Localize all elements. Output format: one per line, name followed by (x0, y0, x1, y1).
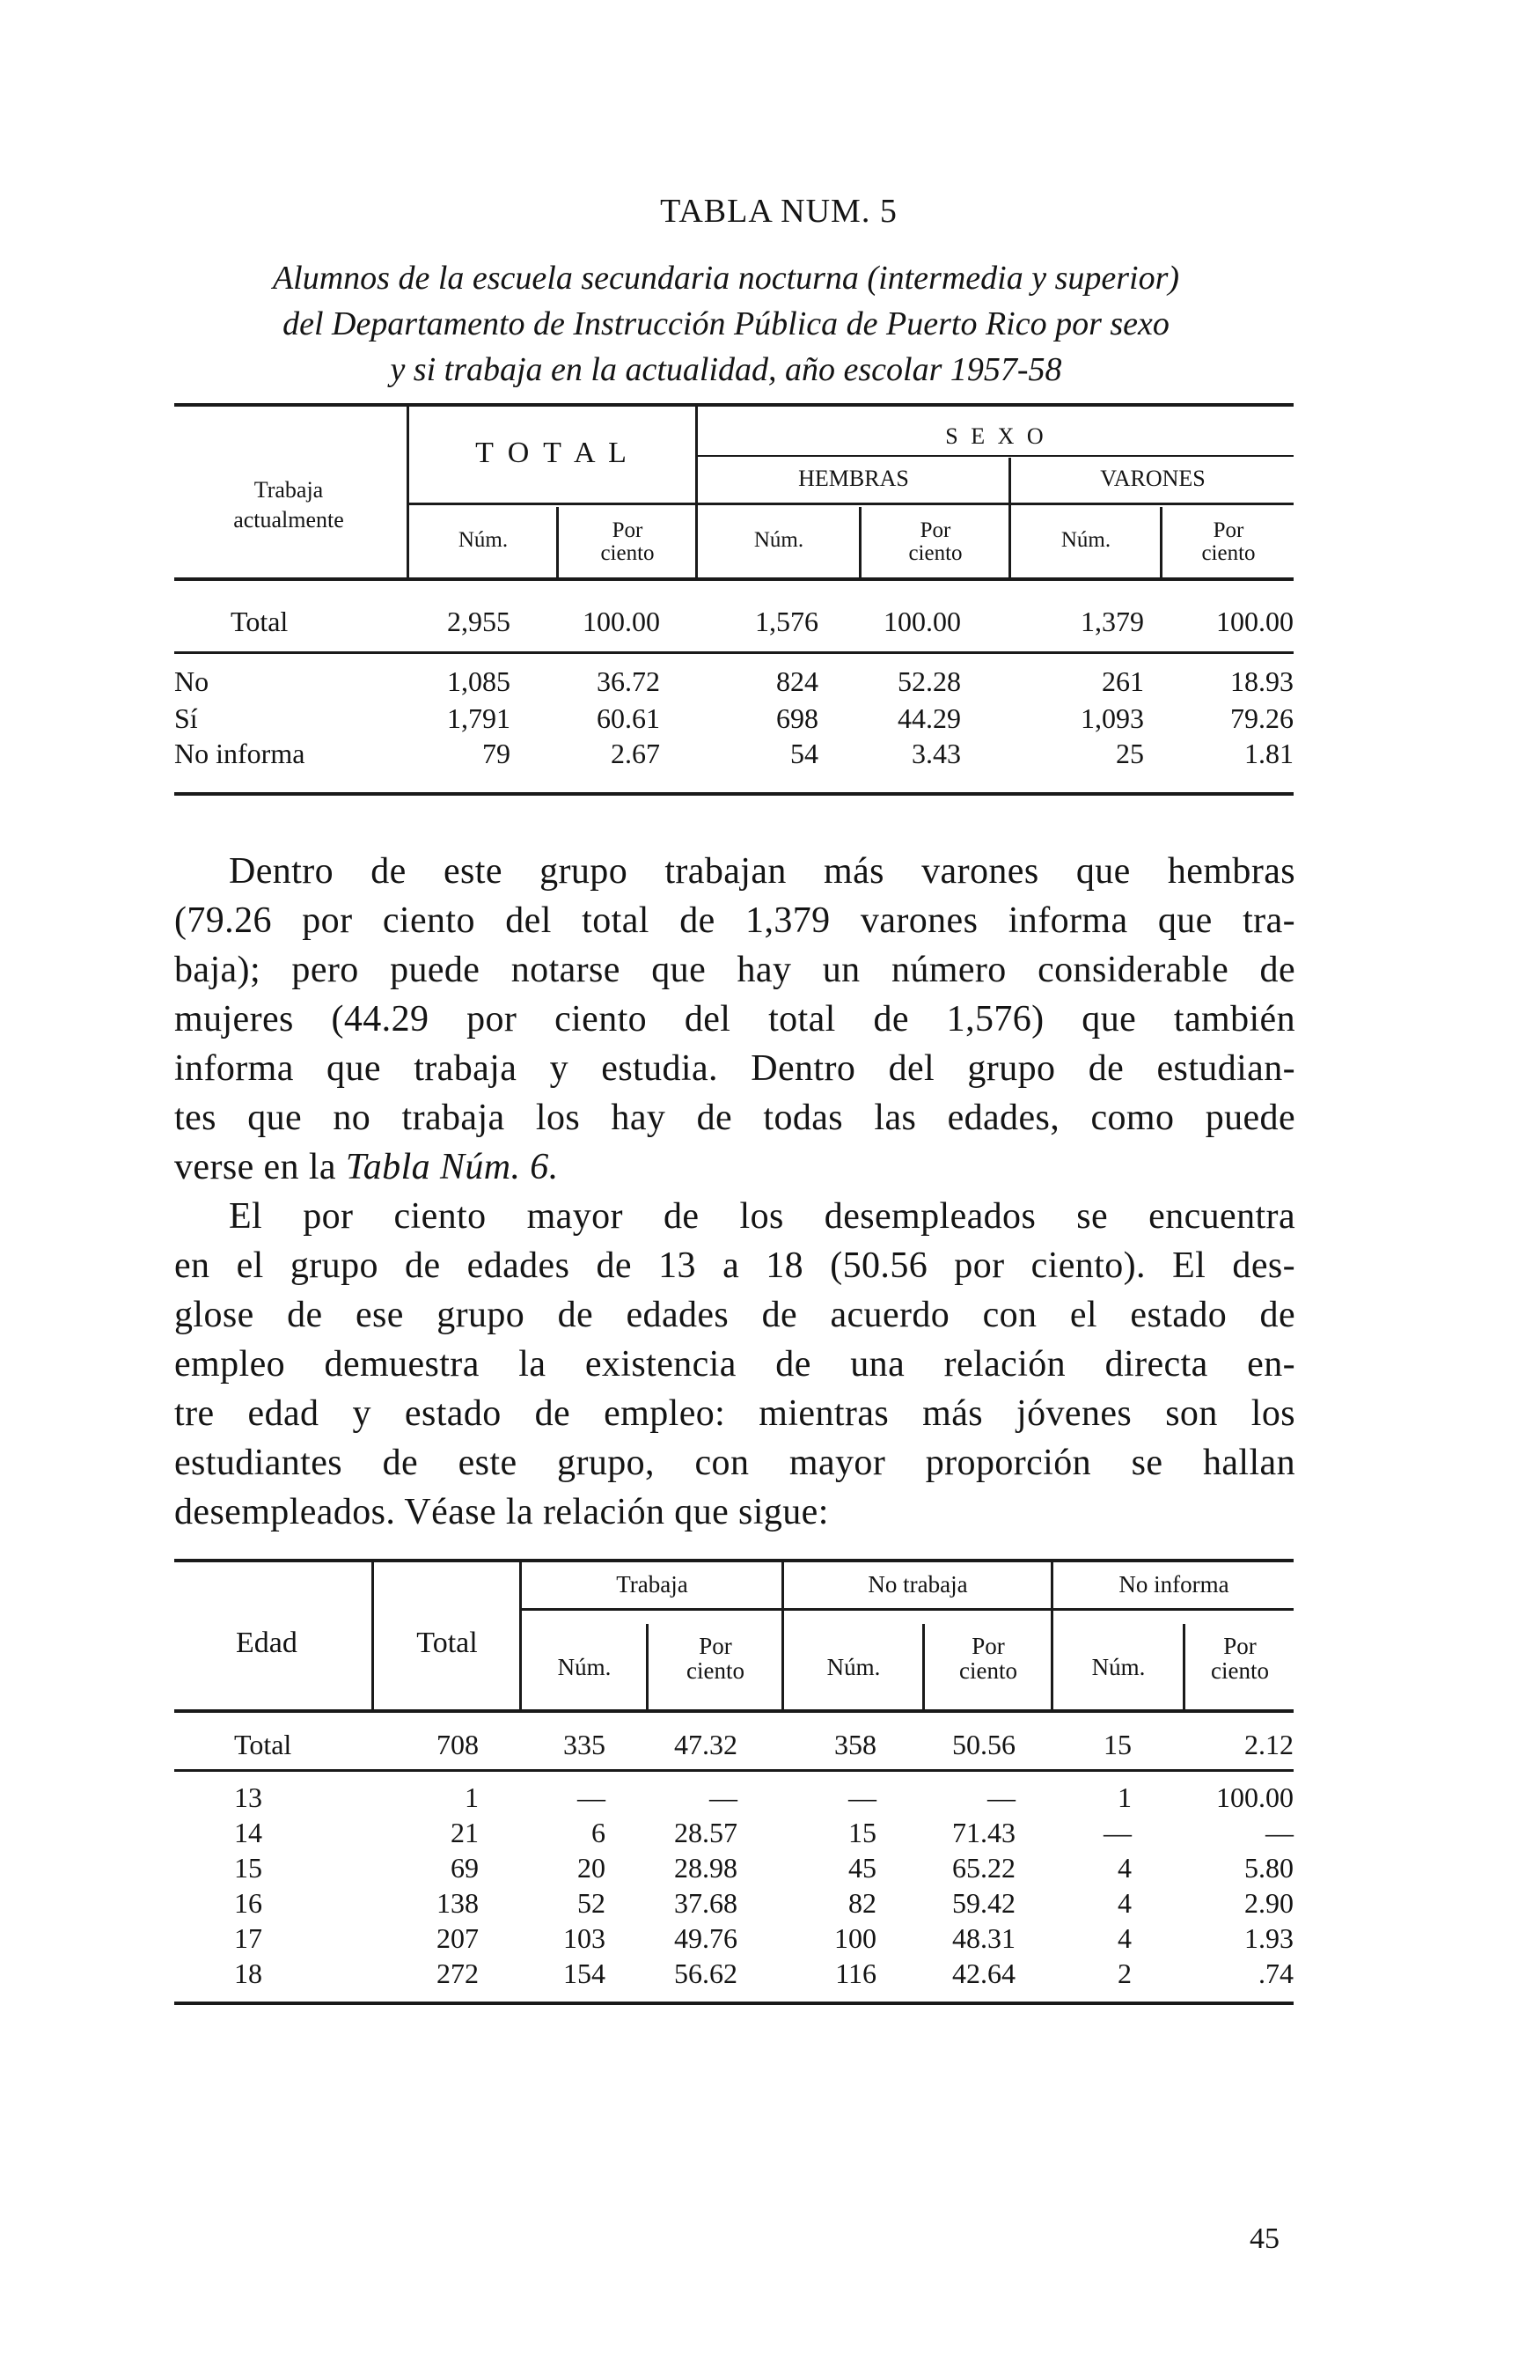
cell: — (1265, 1817, 1294, 1848)
cell: 708 (436, 1729, 479, 1760)
table-reference: Tabla Núm. 6. (345, 1147, 559, 1187)
row-label: 15 (234, 1852, 262, 1884)
cell: 1.81 (1244, 738, 1294, 769)
table-title: TABLA NUM. 5 (660, 193, 898, 230)
cell: 824 (776, 665, 818, 697)
pct-header-line: ciento (959, 1657, 1017, 1685)
table-rule (174, 651, 1294, 654)
cell: 4 (1118, 1852, 1132, 1884)
text-line: tre edad y estado de empleo: mientras más jóvenes son los (174, 1393, 1295, 1434)
text-line: en el grupo de edades de 13 a 18 (50.56 por ciento). El des- (174, 1245, 1295, 1286)
cell: 15 (1104, 1729, 1132, 1760)
text-line: tes que no trabaja los hay de todas las edades, como puede (174, 1098, 1295, 1138)
text-line: El por ciento mayor de los desempleados se encuentra (229, 1196, 1295, 1237)
table-rule (407, 503, 1294, 505)
row-label: 17 (234, 1922, 262, 1954)
cell: 56.62 (674, 1958, 737, 1989)
cell: 4 (1118, 1887, 1132, 1919)
table-rule (174, 792, 1294, 796)
pct-header (649, 1634, 781, 1684)
table-rule (174, 1709, 1294, 1713)
cell: 1,085 (447, 665, 510, 697)
varones-header: VARONES (1100, 466, 1206, 491)
text-line: baja); pero puede notarse que hay un número considerable de (174, 950, 1295, 990)
pct-header-line: Por (699, 1633, 732, 1659)
cell: 28.98 (674, 1852, 737, 1884)
table-rule (781, 1562, 784, 1712)
table-rule (407, 407, 409, 579)
text-line: informa que trabaja y estudia. Dentro del grupo de estudian- (174, 1048, 1295, 1089)
num-header: Núm. (1060, 528, 1111, 552)
num-header: Núm. (557, 1654, 612, 1680)
caption-line: y si trabaja en la actualidad, año escolar 1957-58 (390, 351, 1062, 388)
cell: 45 (848, 1852, 876, 1884)
cell: 6 (591, 1817, 605, 1848)
text-line: estudiantes de este grupo, con mayor proporción se hallan (174, 1443, 1295, 1483)
pct-header-line: Por (972, 1633, 1005, 1659)
cell: 100.00 (583, 606, 660, 637)
table-rule (371, 1562, 374, 1712)
row-label: 13 (234, 1781, 262, 1813)
cell: 37.68 (674, 1887, 737, 1919)
pct-header-line: ciento (686, 1657, 744, 1685)
pct-header-line: Por (1223, 1633, 1257, 1659)
cell: 100.00 (1216, 1781, 1294, 1813)
cell: 1,791 (447, 702, 510, 734)
cell: 358 (834, 1729, 876, 1760)
row-label: Total (234, 1729, 292, 1760)
table-rule (1051, 1562, 1053, 1712)
table-rule (1160, 507, 1162, 579)
cell: .74 (1258, 1958, 1294, 1989)
table-rule (646, 1624, 649, 1712)
cell: 21 (451, 1817, 479, 1848)
table-rule (1008, 458, 1011, 579)
pct-header-line: Por (612, 518, 643, 542)
cell: 335 (563, 1729, 605, 1760)
text-line: (79.26 por ciento del total de 1,379 varones informa que tra- (174, 900, 1295, 941)
text-line: desempleados. Véase la relación que sigue: (174, 1492, 829, 1532)
caption-line: del Departamento de Instrucción Pública de Puerto Rico por sexo (282, 305, 1170, 342)
cell: 1,093 (1081, 702, 1144, 734)
pct-header (926, 1634, 1051, 1684)
cell: 103 (563, 1922, 605, 1954)
row-label: No (174, 665, 209, 697)
cell: 5.80 (1244, 1852, 1294, 1884)
row-label: Total (231, 606, 289, 637)
table-rule (556, 507, 559, 579)
cell: 52.28 (898, 665, 961, 697)
table-rule (174, 577, 1294, 581)
text-line: glose de ese grupo de edades de acuerdo con el estado de (174, 1295, 1295, 1335)
row-header-line: actualmente (233, 507, 344, 533)
cell: 100.00 (1216, 606, 1294, 637)
hembras-header: HEMBRAS (798, 466, 909, 491)
cell: — (709, 1781, 737, 1813)
no-trabaja-header: No trabaja (868, 1571, 968, 1598)
cell: 44.29 (898, 702, 961, 734)
cell: 18.93 (1230, 665, 1294, 697)
table-rule (174, 403, 1294, 407)
cell: 272 (436, 1958, 479, 1989)
pct-header-line: Por (920, 518, 951, 542)
num-header: Núm. (1091, 1654, 1146, 1680)
cell: 59.42 (952, 1887, 1016, 1919)
cell: 28.57 (674, 1817, 737, 1848)
cell: 261 (1102, 665, 1144, 697)
cell: 20 (577, 1852, 605, 1884)
cell: 42.64 (952, 1958, 1016, 1989)
cell: 60.61 (597, 702, 660, 734)
text-line: empleo demuestra la existencia de una relación directa en- (174, 1344, 1295, 1385)
num-header: Núm. (826, 1654, 881, 1680)
pct-header (1186, 1634, 1294, 1684)
cell: 2 (1118, 1958, 1132, 1989)
cell: 207 (436, 1922, 479, 1954)
table-rule (174, 2002, 1294, 2005)
cell: 52 (577, 1887, 605, 1919)
table-rule (519, 1608, 1294, 1611)
cell: 79.26 (1230, 702, 1294, 734)
num-header: Núm. (753, 528, 804, 552)
cell: 2,955 (447, 606, 510, 637)
pct-header-line: ciento (908, 541, 963, 566)
cell: 138 (436, 1887, 479, 1919)
cell: 48.31 (952, 1922, 1016, 1954)
cell: 15 (848, 1817, 876, 1848)
cell: 49.76 (674, 1922, 737, 1954)
text-line (174, 1142, 1295, 1192)
sexo-header: S E X O (945, 423, 1047, 449)
cell: 698 (776, 702, 818, 734)
cell: — (1104, 1817, 1132, 1848)
cell: 2.67 (611, 738, 660, 769)
cell: 47.32 (674, 1729, 737, 1760)
cell: 3.43 (912, 738, 961, 769)
pct-header (560, 519, 695, 566)
caption-line: Alumnos de la escuela secundaria nocturna (intermedia y superior) (272, 260, 1180, 297)
cell: 4 (1118, 1922, 1132, 1954)
cell: 36.72 (597, 665, 660, 697)
table-rule (174, 1559, 1294, 1562)
cell: 2.12 (1244, 1729, 1294, 1760)
row-label: 14 (234, 1817, 262, 1848)
cell: 1,379 (1081, 606, 1144, 637)
pct-header (1163, 519, 1294, 566)
edad-header: Edad (236, 1627, 297, 1659)
page-number: 45 (1250, 2222, 1280, 2255)
text-line: mujeres (44.29 por ciento del total de 1,576) que también (174, 999, 1295, 1039)
body-text (174, 847, 1295, 1537)
cell: — (848, 1781, 876, 1813)
row-label: Sí (174, 702, 198, 734)
row-label: 16 (234, 1887, 262, 1919)
cell: 1,576 (755, 606, 818, 637)
cell: 1 (465, 1781, 479, 1813)
row-label: No informa (174, 738, 305, 769)
cell: 1.93 (1244, 1922, 1294, 1954)
cell: 79 (482, 738, 510, 769)
table-rule (695, 407, 698, 579)
total-header: T O T A L (475, 437, 630, 469)
cell: 100.00 (884, 606, 961, 637)
cell: 100 (834, 1922, 876, 1954)
cell: 71.43 (952, 1817, 1016, 1848)
no-informa-header: No informa (1118, 1571, 1229, 1598)
total-header: Total (416, 1627, 478, 1659)
table-rule (1183, 1624, 1185, 1712)
table-rule (922, 1624, 925, 1712)
pct-header-line: ciento (1201, 541, 1256, 566)
text-line: Dentro de este grupo trabajan más varones que hembras (229, 851, 1295, 892)
table-caption (158, 255, 1294, 393)
cell: 69 (451, 1852, 479, 1884)
pct-header (862, 519, 1008, 566)
pct-header-line: Por (1213, 518, 1244, 542)
cell: 154 (563, 1958, 605, 1989)
cell: 65.22 (952, 1852, 1016, 1884)
row-header (174, 475, 403, 535)
num-header: Núm. (458, 528, 509, 552)
trabaja-header: Trabaja (616, 1571, 688, 1598)
text-fragment: verse en la (174, 1147, 346, 1187)
table-rule (695, 455, 1294, 457)
cell: — (987, 1781, 1016, 1813)
table-rule (519, 1562, 522, 1712)
cell: 25 (1116, 738, 1144, 769)
cell: 54 (790, 738, 818, 769)
cell: 82 (848, 1887, 876, 1919)
row-label: 18 (234, 1958, 262, 1989)
cell: 1 (1118, 1781, 1132, 1813)
pct-header-line: ciento (600, 541, 655, 566)
cell: 116 (835, 1958, 876, 1989)
pct-header-line: ciento (1211, 1657, 1269, 1685)
cell: 50.56 (952, 1729, 1016, 1760)
cell: — (577, 1781, 605, 1813)
cell: 2.90 (1244, 1887, 1294, 1919)
table-rule (174, 1769, 1294, 1772)
row-header-line: Trabaja (253, 477, 324, 503)
table-rule (859, 507, 862, 579)
